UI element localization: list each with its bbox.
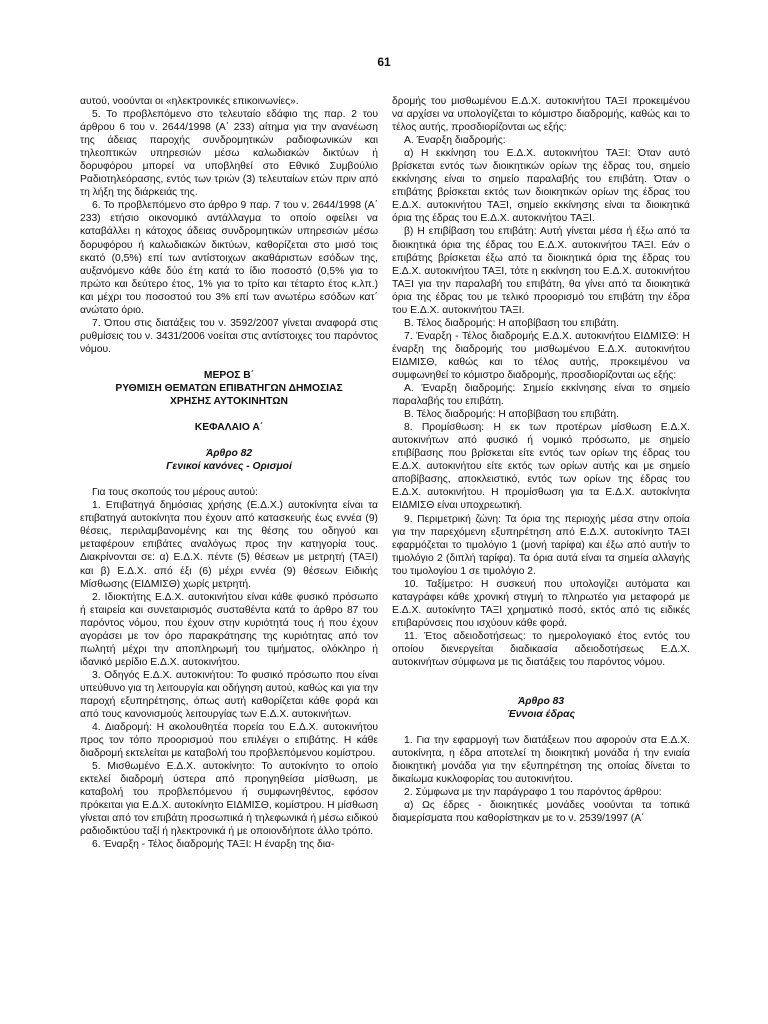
paragraph: 10. Ταξίμετρο: Η συσκευή που υπολογίζει αυτόματα και καταγράφει κάθε χρονική στιγμή το πληρωτέο για μεταφορά με Ε.Δ.Χ. αυτοκίνητο ΤΑΞΙ χρηματικό ποσό, εκτός από τις ειδικές επιβαρύνσεις που ισχύουν κάθε φορά.: [392, 578, 690, 629]
part-subtitle: ΡΥΘΜΙΣΗ ΘΕΜΑΤΩΝ ΕΠΙΒΑΤΗΓΩΝ ΔΗΜΟΣΙΑΣ: [115, 382, 343, 394]
paragraph: Α. Έναρξη διαδρομής:: [404, 135, 506, 147]
paragraph: Β. Τέλος διαδρομής: Η αποβίβαση του επιβάτη.: [404, 317, 619, 329]
paragraph: 4. Διαδρομή: Η ακολουθητέα πορεία του Ε.Δ.Χ. αυτοκινήτου προς τον τόπο προορισμού που επιλέγει ο επιβάτης. Η κάθε διαδρομή εκτελείται με καταβολή του προβλεπόμενου κομίστρου.: [80, 722, 378, 760]
paragraph: αυτού, νοούνται οι «ηλεκτρονικές επικοινωνίες».: [80, 96, 299, 107]
paragraph: α) Ως έδρες - διοικητικές μονάδες νοούνται τα τοπικά διαμερίσματα που καθορίστηκαν με το ν. 2539/1997 (Α΄: [392, 800, 690, 825]
left-column: [80, 95, 378, 852]
paragraph: 7. Έναρξη - Τέλος διαδρομής Ε.Δ.Χ. αυτοκινήτου ΕΙΔΜΙΣΘ: Η έναρξη της διαδρομής του μισθωμένου Ε.Δ.Χ. αυτοκινήτου ΕΙΔΜΙΣΘ, καθώς και το τέλος αυτής, προκειμένου να συμφωνηθεί το κόμιστρο διαδρομής, προσδιορίζονται ως εξής:: [392, 330, 690, 381]
paragraph: 9. Περιμετρική ζώνη: Τα όρια της περιοχής μέσα στην οποία για την παρεχόμενη εξυπηρέτηση από Ε.Δ.Χ. αυτοκίνητο ΤΑΞΙ εφαρμόζεται το τιμολόγιο 1 (μονή ταρίφα) και έξω από αυτήν το τιμολόγιο 2 (διπλή ταρίφα). Τα όρια αυτά είναι τα σημεία αλλαγής του τιμολογίου 1 σε τιμολόγιο 2.: [392, 513, 690, 577]
paragraph: 8. Προμίσθωση: Η εκ των προτέρων μίσθωση Ε.Δ.Χ. αυτοκινήτων από φυσικό ή νομικό πρόσωπο, με σημείο επιβίβασης που βρίσκεται είτε εντός των ορίων της έδρας του Ε.Δ.Χ. αυτοκινήτου είτε εκτός των ορίων αυτής και με σημείο αποβίβασης, αποκλειστικό, εντός των ορίων της έδρας του Ε.Δ.Χ. αυτοκινήτου. Η προμίσθωση για τα Ε.Δ.Χ. αυτοκίνητα ΕΙΔΜΙΣΘ είναι υποχρεωτική.: [392, 422, 690, 512]
paragraph: 1. Για την εφαρμογή των διατάξεων που αφορούν στα Ε.Δ.Χ. αυτοκίνητα, η έδρα αποτελεί τη διοικητική μονάδα ή την ενιαία διοικητική μονάδα για την εξυπηρέτηση της οποίας δίνεται το δικαίωμα κυκλοφορίας του αυτοκινήτου.: [392, 735, 690, 786]
paragraph: 2. Ιδιοκτήτης Ε.Δ.Χ. αυτοκινήτου είναι κάθε φυσικό πρόσωπο ή εταιρεία και συνεταιρισμός συσταθέντα κατά το άρθρο 87 του παρόντος νόμου, που έχουν στην κυριότητά τους ή που έχουν αγοράσει με τον όρο παρακράτησης της κυριότητας από τον πωλητή μέχρι την αποπληρωμή του τιμήματος, ολόκληρο ή ιδανικό μερίδιο Ε.Δ.Χ. αυτοκινήτου.: [80, 591, 378, 668]
right-column: [392, 95, 690, 825]
part-title: ΜΕΡΟΣ Β΄: [203, 369, 255, 381]
paragraph: 1. Επιβατηγά δημόσιας χρήσης (Ε.Δ.Χ.) αυτοκίνητα είναι τα επιβατηγά αυτοκίνητα που έχουν από κατασκευής έως εννέα (9) θέσεις, περιλαμβανομένης και της θέσης του οδηγού και μεταφέρουν επιβάτες αναλόγως προς την κατηγορία τους. Διακρίνονται σε: α) Ε.Δ.Χ. πέντε (5) θέσεων με μετρητή (ΤΑΞΙ) και β) Ε.Δ.Χ. από έξι (6) μέχρι εννέα (9) θέσεων Ειδικής Μίσθωσης (ΕΙΔΜΙΣΘ) χωρίς μετρητή.: [80, 500, 378, 590]
paragraph: 3. Οδηγός Ε.Δ.Χ. αυτοκινήτου: Το φυσικό πρόσωπο που είναι υπεύθυνο για τη λειτουργία και οδήγηση αυτού, καθώς και για την παροχή εξυπηρέτησης, όπως αυτή καθορίζεται κάθε φορά και από τους κανονισμούς λειτουργίας των Ε.Δ.Χ. αυτοκινήτων.: [80, 669, 378, 721]
paragraph: 11. Έτος αδειοδοτήσεως: το ημερολογιακό έτος εντός του οποίου διενεργείται διαδικασία αδειοδοτήσεως Ε.Δ.Χ. αυτοκινήτων σύμφωνα με τις διατάξεις του παρόντος νόμου.: [392, 630, 690, 669]
part-subtitle: ΧΡΗΣΗΣ ΑΥΤΟΚΙΝΗΤΩΝ: [170, 396, 288, 408]
paragraph: Για τους σκοπούς του μέρους αυτού:: [92, 487, 258, 499]
paragraph: 2. Σύμφωνα με την παράγραφο 1 του παρόντος άρθρου:: [404, 787, 662, 799]
paragraph: β) Η επιβίβαση του επιβάτη: Αυτή γίνεται μέσα ή έξω από τα διοικητικά όρια της έδρας του Ε.Δ.Χ. αυτοκινήτου ΤΑΞΙ. Εάν ο επιβάτης βρίσκεται έξω από τα διοικητικά όρια της έδρας του Ε.Δ.Χ. αυτοκινήτου ΤΑΞΙ, τότε η εκκίνηση του Ε.Δ.Χ. αυτοκινήτου ΤΑΞΙ για την παραλαβή του επιβάτη, θα γίνει από τα διοικητικά όρια της έδρας του με τελικό προορισμό του επιβάτη την έδρα του Ε.Δ.Χ. αυτοκινήτου ΤΑΞΙ.: [392, 226, 690, 316]
paragraph: Β. Τέλος διαδρομής: Η αποβίβαση του επιβάτη.: [404, 409, 619, 421]
article-title: Έννοια έδρας: [507, 709, 575, 721]
chapter-title: ΚΕΦΑΛΑΙΟ Α΄: [194, 422, 264, 434]
paragraph: 5. Μισθωμένο Ε.Δ.Χ. αυτοκίνητο: Το αυτοκίνητο το οποίο εκτελεί διαδρομή ύστερα από προηγηθείσα μίσθωση, με καταβολή του προβλεπόμενου ή συμφωνηθέντος, εφόσον πρόκειται για Ε.Δ.Χ. αυτοκίνητο ΕΙΔΜΙΣΘ, κομίστρου. Η μίσθωση γίνεται από τον επιβάτη προσωπικά ή τηλεφωνικά ή μέσω ειδικού ραδιοδικτύου ταξί ή ηλεκτρονικά ή με οποιονδήποτε άλλο τρόπο.: [80, 761, 378, 838]
paragraph: 7. Όπου στις διατάξεις του ν. 3592/2007 γίνεται αναφορά στις ρυθμίσεις του ν. 3431/2006 νοείται στις αντίστοιχες του παρόντος νόμου.: [80, 317, 378, 355]
article-title: Γενικοί κανόνες - Ορισμοί: [166, 461, 292, 473]
paragraph: 5. Το προβλεπόμενο στο τελευταίο εδάφιο της παρ. 2 του άρθρου 6 του ν. 2644/1998 (Α΄ 233) αίτημα για την ανανέωση της άδειας παροχής συνδρομητικών ραδιοφωνικών και τηλεοπτικών υπηρεσιών μέσω καλωδιακών δικτύων ή δορυφόρου μπορεί να υποβληθεί στο Εθνικό Συμβούλιο Ραδιοτηλεόρασης, εντός των τριών (3) τελευταίων ετών πριν από τη λήξη της διάρκειάς της.: [80, 109, 378, 199]
article-heading: Άρθρο 83: [517, 696, 565, 708]
paragraph: α) Η εκκίνηση του Ε.Δ.Χ. αυτοκινήτου ΤΑΞΙ: Όταν αυτό βρίσκεται εντός των διοικητικών ορίων της έδρας του, σημείο εκκίνησης είναι το σημείο παραλαβής του επιβάτη. Όταν ο επιβάτης βρίσκεται εκτός των διοικητικών ορίων της έδρας του Ε.Δ.Χ. αυτοκινήτου ΤΑΞΙ, σημείο εκκίνησης είναι τα διοικητικά όρια της έδρας του Ε.Δ.Χ. αυτοκινήτου ΤΑΞΙ.: [392, 148, 690, 225]
paragraph: 6. Το προβλεπόμενο στο άρθρο 9 παρ. 7 του ν. 2644/1998 (Α΄ 233) ετήσιο οικονομικό αντάλλαγμα το οποίο οφείλει να καταβάλλει η κάτοχος άδειας συνδρομητικών υπηρεσιών μέσω δορυφόρου ή καλωδιακών δικτύων, καθορίζεται στο μισό τοις εκατό (0,5%) επί των αντίστοιχων ακαθάριστων εσόδων της, αυξανόμενο κάθε δύο έτη κατά το ίδιο ποσοστό (0,5% για το πρώτο και δεύτερο έτος, 1% για το τρίτο και τέταρτο έτος κ.λπ.) και μέχρι του ποσοστού του 3% επί των ανωτέρω εσόδων κατ΄ ανώτατο όριο.: [80, 200, 378, 316]
paragraph: Α. Έναρξη διαδρομής: Σημείο εκκίνησης είναι το σημείο παραλαβής του επιβάτη.: [392, 383, 690, 408]
paragraph: 6. Έναρξη - Τέλος διαδρομής ΤΑΞΙ: Η έναρξη της δια-: [92, 839, 335, 851]
article-heading: Άρθρο 82: [205, 448, 253, 460]
page-number: 61: [377, 55, 391, 69]
paragraph: δρομής του μισθωμένου Ε.Δ.Χ. αυτοκινήτου ΤΑΞΙ προκειμένου να αρχίσει να υπολογίζεται το κόμιστρο διαδρομής, καθώς και το τέλος αυτής, προσδιορίζονται ως εξής:: [392, 96, 690, 134]
